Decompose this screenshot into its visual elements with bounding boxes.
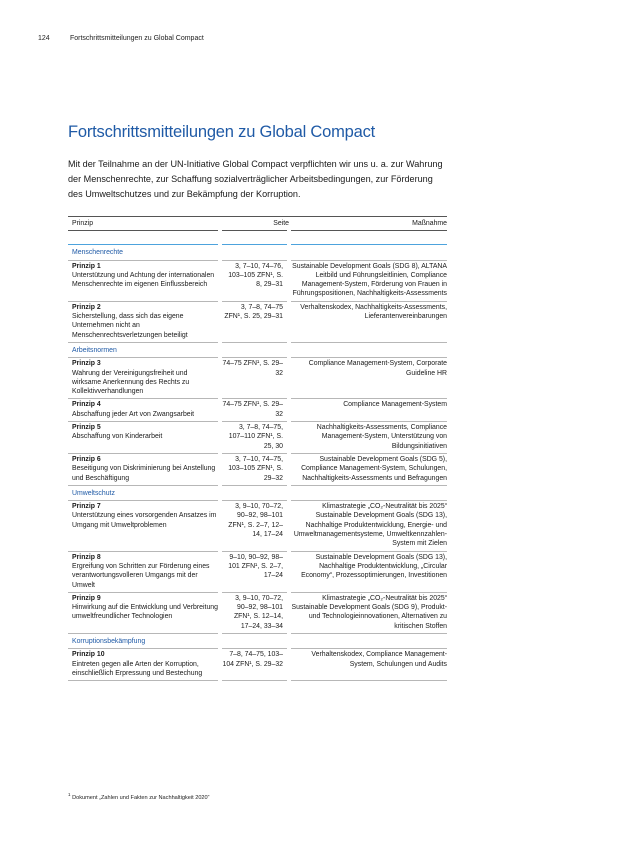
table-row (68, 260, 447, 301)
page-reference: 3, 7–10, 74–75, 103–105 ZFN¹, S. 29–32 (220, 453, 289, 485)
header-principle: Prinzip (68, 217, 220, 231)
principle-cell (68, 260, 220, 301)
principle-text: Abschaffung von Kinderarbeit (72, 433, 163, 441)
global-compact-table (68, 216, 447, 681)
principle-text: Abschaffung jeder Art von Zwangsarbeit (72, 410, 195, 418)
page-reference: 74–75 ZFN¹, S. 29–32 (220, 358, 289, 399)
table-row (68, 358, 447, 399)
category-page-cell (220, 245, 289, 260)
measure-text: Klimastrategie „CO₂-Neutralität bis 2025“ Sustainable Development Goals (SDG 9), Produkt- und Technologieinnovationen, Alternativen zu kritischen Stoffen (289, 592, 447, 633)
principle-name: Prinzip 8 (72, 553, 101, 561)
page-reference: 9–10, 90–92, 98–101 ZFN¹, S. 2–7, 17–24 (220, 551, 289, 592)
measure-text: Compliance Management-System (289, 399, 447, 422)
running-header (38, 35, 204, 42)
principle-cell (68, 301, 220, 342)
table-row (68, 551, 447, 592)
principle-text: Wahrung der Vereinigungsfreiheit und wirksame Anerkennung des Rechts zu Kollektivverhandlungen (72, 369, 190, 396)
principle-name: Prinzip 9 (72, 594, 101, 602)
principle-name: Prinzip 6 (72, 455, 101, 463)
measure-text: Nachhaltigkeits-Assessments, Compliance Management-System, Unterstützung von Bildungsinitiativen (289, 422, 447, 454)
principle-name: Prinzip 4 (72, 401, 101, 409)
principle-cell (68, 453, 220, 485)
table-row (68, 399, 447, 422)
principle-cell (68, 649, 220, 681)
measure-text: Verhaltenskodex, Compliance Management-System, Schulungen und Audits (289, 649, 447, 681)
principle-cell (68, 551, 220, 592)
category-row (68, 342, 447, 357)
page-reference: 3, 7–8, 74–75 ZFN¹, S. 25, 29–31 (220, 301, 289, 342)
principle-cell (68, 399, 220, 422)
table-row (68, 649, 447, 681)
category-row (68, 633, 447, 648)
table-row (68, 501, 447, 551)
principle-name: Prinzip 3 (72, 360, 101, 368)
footnote (68, 792, 210, 801)
measure-text: Klimastrategie „CO₂-Neutralität bis 2025“ Sustainable Development Goals (SDG 13), Nachhaltige Produktentwicklung, Energie- und Umweltmanagementsysteme, Umweltkennzahlen-System mit Zielen (289, 501, 447, 551)
category-row (68, 245, 447, 260)
principle-name: Prinzip 5 (72, 424, 101, 432)
category-label: Menschenrechte (68, 245, 220, 260)
footnote-text: Dokument „Zahlen und Fakten zur Nachhaltigkeit 2020“ (72, 795, 210, 801)
page-title: Fortschrittsmitteilungen zu Global Compact (68, 123, 376, 141)
table-header-row (68, 217, 447, 231)
principle-text: Hinwirkung auf die Entwicklung und Verbreitung umweltfreundlicher Technologien (72, 604, 218, 621)
page-reference: 3, 9–10, 70–72, 90–92, 98–101 ZFN¹, S. 2–7, 12–14, 17–24 (220, 501, 289, 551)
category-label: Umweltschutz (68, 485, 220, 500)
page-reference: 3, 9–10, 70–72, 90–92, 98–101 ZFN¹, S. 12–14, 17–24, 33–34 (220, 592, 289, 633)
principle-cell (68, 592, 220, 633)
header-measure: Maßnahme (289, 217, 447, 231)
measure-text: Sustainable Development Goals (SDG 5), Compliance Management-System, Schulungen, Nachhaltigkeits-Assessments und Befragungen (289, 453, 447, 485)
principle-cell (68, 358, 220, 399)
table-row (68, 592, 447, 633)
principle-name: Prinzip 1 (72, 262, 101, 270)
measure-text: Compliance Management-System, Corporate Guideline HR (289, 358, 447, 399)
category-page-cell (220, 633, 289, 648)
table-row (68, 453, 447, 485)
header-page: Seite (220, 217, 289, 231)
table-row (68, 301, 447, 342)
principle-text: Unterstützung eines vorsorgenden Ansatzes im Umgang mit Umweltproblemen (72, 512, 217, 529)
principle-name: Prinzip 2 (72, 303, 101, 311)
principle-text: Sicherstellung, dass sich das eigene Unternehmen nicht an Menschenrechtsverletzungen beteiligt (72, 313, 188, 339)
category-row (68, 485, 447, 500)
footnote-marker: 1 (68, 792, 71, 798)
principle-name: Prinzip 10 (72, 651, 105, 659)
category-label: Korruptionsbekämpfung (68, 633, 220, 648)
table-row (68, 422, 447, 454)
category-measure-cell (289, 342, 447, 357)
principle-name: Prinzip 7 (72, 503, 101, 511)
principle-text: Unterstützung und Achtung der internationalen Menschenrechte im eigenen Einflussbereich (72, 271, 215, 289)
page-reference: 7–8, 74–75, 103–104 ZFN¹, S. 29–32 (220, 649, 289, 681)
measure-text: Sustainable Development Goals (SDG 13), Nachhaltige Produktentwicklung, „Circular Economy“, Prozessoptimierungen, Investitionen (289, 551, 447, 592)
measure-text: Sustainable Development Goals (SDG 8), ALTANA Leitbild und Führungsleitlinien, Compliance Management-System, Förderung von Frauen in Führungspositionen, Nachhaltigkeits-Assessments (289, 260, 447, 301)
principle-text: Ergreifung von Schritten zur Förderung eines verantwortungsvolleren Umgangs mit der Umwelt (72, 562, 210, 589)
category-label: Arbeitsnormen (68, 342, 220, 357)
category-measure-cell (289, 245, 447, 260)
page-reference: 3, 7–10, 74–76, 103–105 ZFN¹, S. 8, 29–31 (220, 260, 289, 301)
principle-cell (68, 501, 220, 551)
spacer-row (68, 231, 447, 245)
principle-text: Beseitigung von Diskriminierung bei Anstellung und Beschäftigung (72, 465, 216, 482)
intro-paragraph: Mit der Teilnahme an der UN-Initiative Global Compact verpflichten wir uns u. a. zur Wahrung der Menschenrechte, zur Schaffung sozialverträglicher Arbeitsbedingungen, zur Förderung des Umweltschutzes und zur Bekämpfung der Korruption. (68, 159, 443, 199)
principle-cell (68, 422, 220, 454)
page-reference: 74–75 ZFN¹, S. 29–32 (220, 399, 289, 422)
running-title: Fortschrittsmitteilungen zu Global Compact (69, 35, 204, 42)
page-number: 124 (38, 35, 50, 42)
category-measure-cell (289, 485, 447, 500)
measure-text: Verhaltenskodex, Nachhaltigkeits-Assessments, Lieferantenvereinbarungen (289, 301, 447, 342)
category-page-cell (220, 342, 289, 357)
category-page-cell (220, 485, 289, 500)
page-reference: 3, 7–8, 74–75, 107–110 ZFN¹, S. 25, 30 (220, 422, 289, 454)
category-measure-cell (289, 633, 447, 648)
principle-text: Eintreten gegen alle Arten der Korruption, einschließlich Erpressung und Bestechung (72, 660, 203, 677)
